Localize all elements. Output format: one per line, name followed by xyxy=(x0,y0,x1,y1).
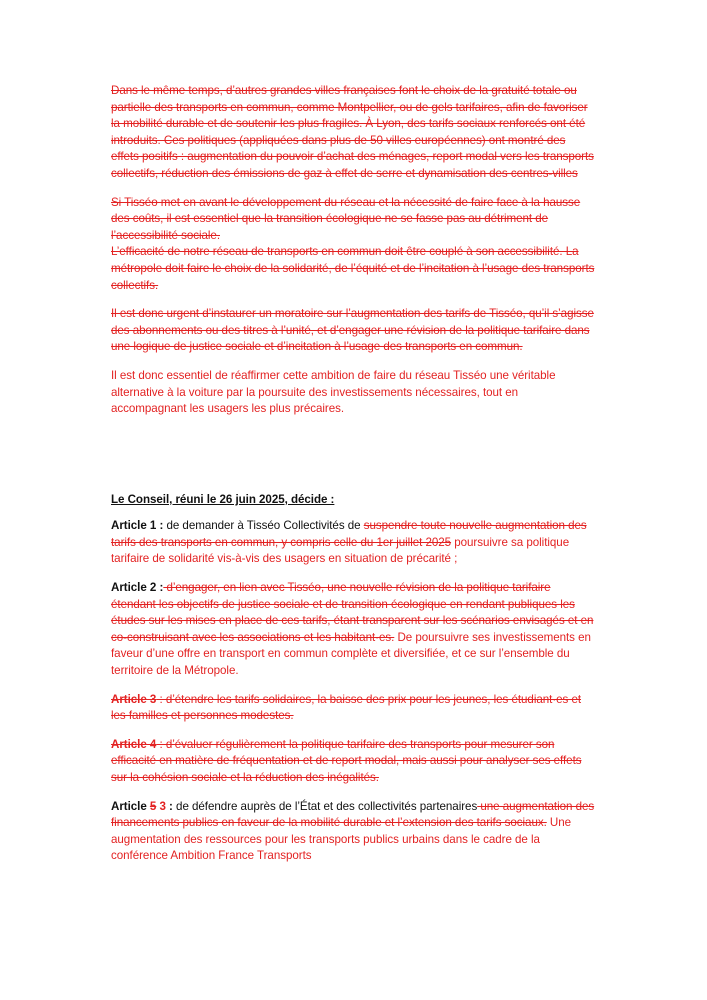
article-3-label: Article 3 xyxy=(111,692,157,706)
article-1-inserted: poursuivre sa politique tarifaire de solidarité vis-à-vis des usagers en situation de précarité ; xyxy=(111,535,570,566)
article-1 xyxy=(111,518,596,568)
paragraph-deleted-tisseo xyxy=(111,195,596,295)
paragraph-inserted-ambition: Il est donc essentiel de réaffirmer cette ambition de faire du réseau Tisséo une véritable alternative à la voiture par la poursuite des investissements nécessaires, tout en accompagnant les usagers les plus précaires. xyxy=(111,368,556,416)
article-2-deleted: d’engager, en lien avec Tisséo, une nouvelle révision de la politique tarifaire étendant les objectifs de justice sociale et de transition écologique en rendant publiques les études sur les mises en place de ces tarifs, étant transparent sur les scénarios envisagés et en co-construisant avec les associations et les habitant·es. xyxy=(111,581,594,644)
article-2-inserted: De poursuivre ses investissements en faveur d’une offre en transport en commun complète et diversifiée, et ce sur l’ensemble du territoire de la Métropole. xyxy=(111,630,591,678)
article-1-text: de demander à Tisséo Collectivités de xyxy=(163,519,364,533)
article-2-label: Article 2 : xyxy=(111,581,164,595)
article-5-text: de défendre auprès de l’État et des collectivités partenaires xyxy=(172,799,478,813)
article-5-label: Article xyxy=(111,799,150,813)
article-3 xyxy=(111,692,596,725)
article-5-deleted: une augmentation des financements publics en faveur de la mobilité durable et l’extension des tarifs sociaux. xyxy=(111,799,595,830)
document-body xyxy=(111,83,596,877)
article-5-new-number: 3 xyxy=(156,799,166,813)
article-2 xyxy=(111,580,596,680)
deleted-text-social-accessibility: Si Tisséo met en avant le développement du réseau et la nécessité de faire face à la hausse des coûts, il est essentiel que la transition écologique ne se fasse pas au détriment de l’accessibilité sociale. xyxy=(111,195,581,242)
article-5-old-number: 5 xyxy=(149,799,157,813)
article-4-deleted: : d’évaluer régulièrement la politique tarifaire des transports pour mesurer son efficacité en matière de fréquentation et de report modal, mais aussi pour analyser ses effets sur la cohésion sociale et la réduction des inégalités. xyxy=(111,737,582,784)
article-4 xyxy=(111,737,596,787)
council-decision-heading: Le Conseil, réuni le 26 juin 2025, décide : xyxy=(111,492,335,506)
paragraph-deleted-other-cities: Dans le même temps, d’autres grandes villes françaises font le choix de la gratuité totale ou partielle des transports en commun, comme Montpellier, ou de gels tarifaires, afin de favoriser la mobilité durable et de soutenir les plus fragiles. À Lyon, des tarifs sociaux renforcés ont été introduits. Ces politiques (appliquées dans plus de 50 villes européennes) ont montré des effets positifs : augmentation du pouvoir d’achat des ménages, report modal vers les transports collectifs, réduction des émissions de gaz à effet de serre et dynamisation des centres-villes xyxy=(111,84,594,180)
article-3-deleted: : d’étendre les tarifs solidaires, la baisse des prix pour les jeunes, les étudiant·es et les familles et personnes modestes. xyxy=(111,692,582,723)
deleted-text-network-efficiency: L’efficacité de notre réseau de transports en commun doit être couplé à son accessibilité. La métropole doit faire le choix de la solidarité, de l’équité et de l’incitation à l’usage des transports collectifs. xyxy=(111,245,595,292)
article-4-label: Article 4 xyxy=(111,737,157,751)
article-5-colon: : xyxy=(165,799,173,813)
article-1-deleted: suspendre toute nouvelle augmentation des tarifs des transports en commun, y compris celle du 1er juillet 2025 xyxy=(111,519,587,549)
article-5 xyxy=(111,799,596,865)
spacer xyxy=(111,430,596,492)
article-1-label: Article 1 : xyxy=(111,519,164,533)
paragraph-deleted-moratorium: Il est donc urgent d’instaurer un moratoire sur l’augmentation des tarifs de Tisséo, qu’il s’agisse des abonnements ou des titres à l’unité, et d’engager une révision de la politique tarifaire dans une logique de justice sociale et d’incitation à l’usage des transports en commun. xyxy=(111,307,594,354)
article-5-inserted: Une augmentation des ressources pour les transports publics urbains dans le cadre de la conférence Ambition France Transports xyxy=(111,816,572,863)
